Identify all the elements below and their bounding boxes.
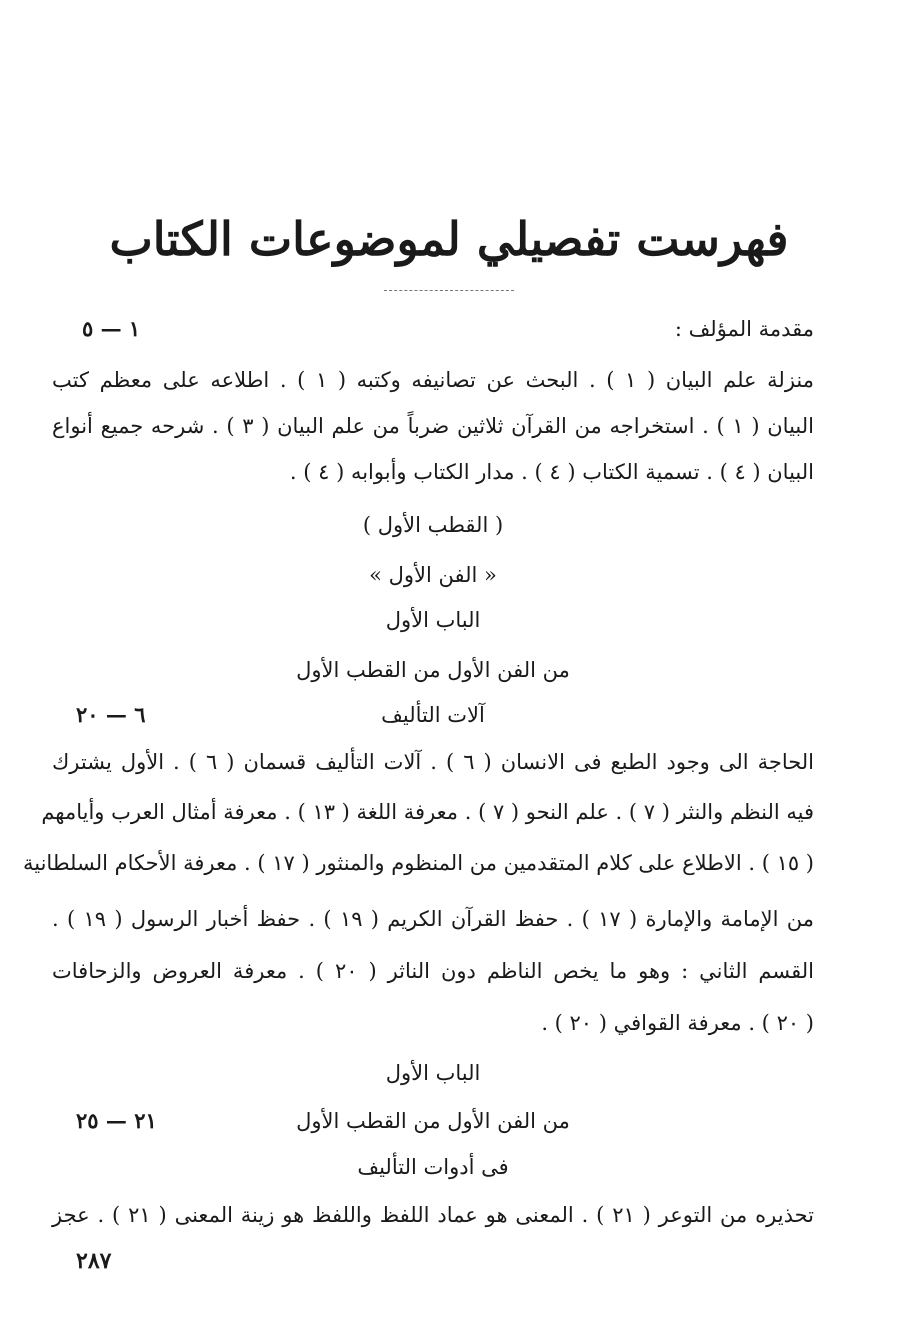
intro-line-1: منزلة علم البيان ( ١ ) . البحث عن تصانيفه وكتبه ( ١ ) . اطلاعه على معظم كتب xyxy=(52,368,814,392)
page-number: ٢٨٧ xyxy=(76,1248,112,1274)
intro-page-range: ١ — ٥ xyxy=(82,316,141,341)
section1-line-6: ( ٢٠ ) . معرفة القوافي ( ٢٠ ) . xyxy=(541,1011,814,1035)
section1-line-4: من الإمامة والإمارة ( ١٧ ) . حفظ القرآن الكريم ( ١٩ ) . حفظ أخبار الرسول ( ١٩ ) . xyxy=(52,907,815,931)
bab-heading: الباب الأول xyxy=(385,608,481,632)
topic2-heading: فى أدوات التأليف xyxy=(357,1155,509,1179)
intro-heading: مقدمة المؤلف : xyxy=(674,317,814,341)
bab-subheading: من الفن الأول من القطب الأول xyxy=(296,658,570,682)
section1-line-2: فيه النظم والنثر ( ٧ ) . علم النحو ( ٧ ) . معرفة اللغة ( ١٣ ) . معرفة أمثال العرب وأيامهم xyxy=(41,800,814,824)
section1-line-3: ( ١٥ ) . الاطلاع على كلام المتقدمين من المنظوم والمنثور ( ١٧ ) . معرفة الأحكام السلطانية xyxy=(22,851,814,875)
section2-page-range: ٢١ — ٢٥ xyxy=(76,1108,157,1133)
page-title: فهرست تفصيلي لموضوعات الكتاب xyxy=(109,212,789,266)
fann-heading: « الفن الأول » xyxy=(369,563,497,587)
intro-line-3: البيان ( ٤ ) . تسمية الكتاب ( ٤ ) . مدار الكتاب وأبوابه ( ٤ ) . xyxy=(289,460,814,484)
section1-line-5: القسم الثاني : وهو ما يخص الناظم دون الناثر ( ٢٠ ) . معرفة العروض والزحافات xyxy=(52,959,814,983)
section2-line-1: تحذيره من التوعر ( ٢١ ) . المعنى هو عماد اللفظ واللفظ هو زينة المعنى ( ٢١ ) . عجز xyxy=(52,1203,814,1227)
bab2-subheading: من الفن الأول من القطب الأول xyxy=(296,1109,570,1133)
section1-line-1: الحاجة الى وجود الطبع فى الانسان ( ٦ ) . آلات التأليف قسمان ( ٦ ) . الأول يشترك xyxy=(52,750,815,774)
title-divider xyxy=(384,290,514,291)
section1-page-range: ٦ — ٢٠ xyxy=(76,702,146,727)
bab2-heading: الباب الأول xyxy=(385,1061,481,1085)
intro-line-2: البيان ( ١ ) . استخراجه من القرآن ثلاثين ضرباً من علم البيان ( ٣ ) . شرحه جميع أنواع xyxy=(52,414,814,438)
topic-heading: آلات التأليف xyxy=(381,703,485,727)
qutb-heading: ( القطب الأول ) xyxy=(362,513,504,537)
